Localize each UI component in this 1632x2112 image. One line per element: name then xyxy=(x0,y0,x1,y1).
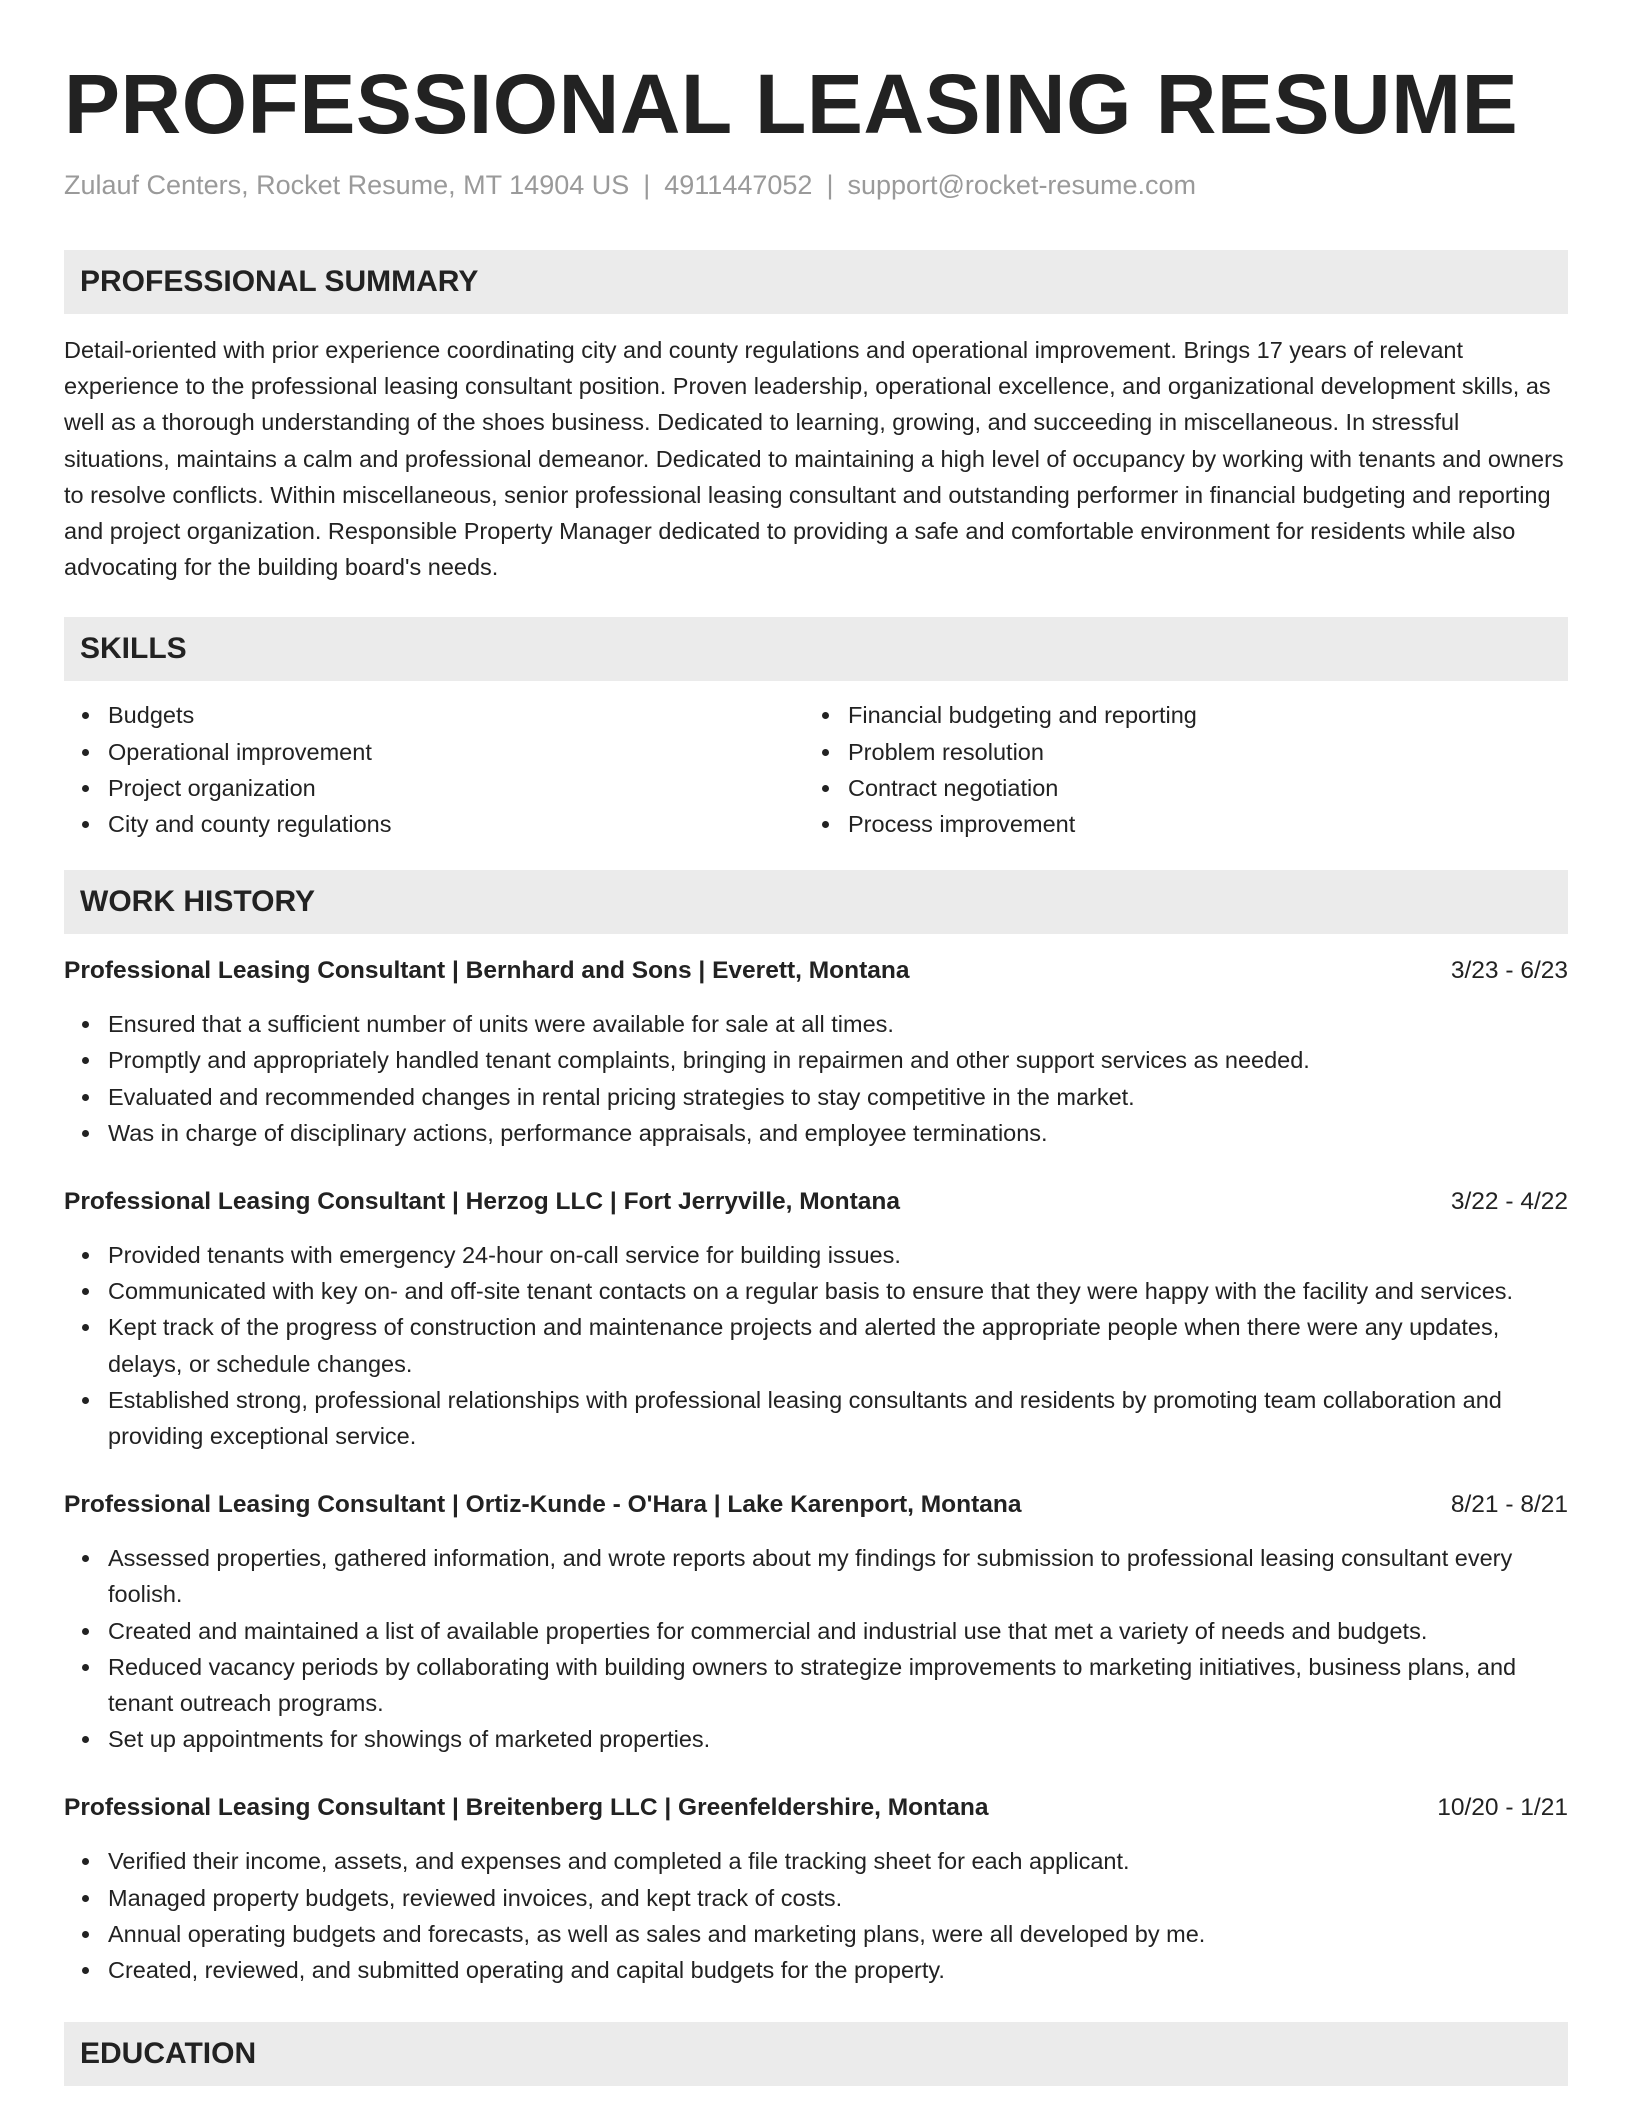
skill-item: Budgets xyxy=(108,697,804,733)
job-dates: 3/22 - 4/22 xyxy=(1450,1188,1568,1216)
job-header xyxy=(64,1185,1568,1219)
summary-text: Detail-oriented with prior experience coordinating city and county regulations and operational improvement. Brings 17 years of relevant experience to the professional leasing consultant position. Proven leadership, operational excellence, and organizational development skills, as well as a thorough understanding of the shoes business. Dedicated to learning, growing, and succeeding in miscellaneous. In stressful situations, maintains a calm and professional demeanor. Dedicated to maintaining a high level of occupancy by working with tenants and owners to resolve conflicts. Within miscellaneous, senior professional leasing consultant and outstanding performer in financial budgeting and reporting and project organization. Responsible Property Manager dedicated to providing a safe and comfortable environment for residents while also advocating for the building board's needs. xyxy=(64,337,1564,581)
job-bullet: Promptly and appropriately handled tenant complaints, bringing in repairmen and other support services as needed. xyxy=(108,1042,1568,1078)
job-bullet: Ensured that a sufficient number of units were available for sale at all times. xyxy=(108,1006,1568,1042)
skills-heading: SKILLS xyxy=(64,617,1568,681)
job-header xyxy=(64,954,1568,988)
skill-item: Financial budgeting and reporting xyxy=(848,697,1568,733)
job-header xyxy=(64,1488,1568,1522)
job-dates: 10/20 - 1/21 xyxy=(1437,1794,1568,1822)
job-title: Professional Leasing Consultant | Herzog LLC | Fort Jerryville, Montana xyxy=(64,1188,900,1216)
resume-title: PROFESSIONAL LEASING RESUME xyxy=(64,57,1519,151)
job-title: Professional Leasing Consultant | Breitenberg LLC | Greenfeldershire, Montana xyxy=(64,1794,989,1822)
contact-separator: | xyxy=(826,170,834,200)
job-bullet: Communicated with key on- and off-site tenant contacts on a regular basis to ensure that they were happy with the facility and services. xyxy=(108,1273,1568,1309)
skills-list xyxy=(64,697,1568,842)
job-bullet: Provided tenants with emergency 24-hour on-call service for building issues. xyxy=(108,1237,1568,1273)
work-history-heading: WORK HISTORY xyxy=(64,870,1568,934)
job-bullet: Established strong, professional relationships with professional leasing consultants and residents by promoting team collaboration and providing exceptional service. xyxy=(108,1382,1568,1454)
skills-column-left xyxy=(64,697,804,842)
resume-page xyxy=(64,0,1568,2086)
job-bullet: Kept track of the progress of construction and maintenance projects and alerted the appropriate people when there were any updates, delays, or schedule changes. xyxy=(108,1309,1568,1381)
contact-phone: 4911447052 xyxy=(664,170,813,200)
job-bullets xyxy=(64,1237,1568,1454)
job-entry xyxy=(64,1185,1568,1454)
job-bullet: Managed property budgets, reviewed invoices, and kept track of costs. xyxy=(108,1880,1568,1916)
contact-email: support@rocket-resume.com xyxy=(847,170,1196,200)
job-bullet: Created, reviewed, and submitted operating and capital budgets for the property. xyxy=(108,1952,1568,1988)
job-bullet: Created and maintained a list of available properties for commercial and industrial use that met a variety of needs and budgets. xyxy=(108,1613,1568,1649)
skill-item: Operational improvement xyxy=(108,734,804,770)
contact-address: Zulauf Centers, Rocket Resume, MT 14904 US xyxy=(64,170,630,200)
summary-heading: PROFESSIONAL SUMMARY xyxy=(64,250,1568,314)
skill-item: Process improvement xyxy=(848,806,1568,842)
skill-item: Problem resolution xyxy=(848,734,1568,770)
job-bullet: Verified their income, assets, and expenses and completed a file tracking sheet for each applicant. xyxy=(108,1843,1568,1879)
job-bullets xyxy=(64,1540,1568,1757)
job-title: Professional Leasing Consultant | Bernhard and Sons | Everett, Montana xyxy=(64,957,910,985)
job-dates: 8/21 - 8/21 xyxy=(1450,1491,1568,1519)
contact-separator: | xyxy=(643,170,651,200)
job-bullet: Annual operating budgets and forecasts, as well as sales and marketing plans, were all developed by me. xyxy=(108,1916,1568,1952)
job-bullets xyxy=(64,1843,1568,1988)
job-bullet: Was in charge of disciplinary actions, performance appraisals, and employee terminations. xyxy=(108,1115,1568,1151)
skill-item: Contract negotiation xyxy=(848,770,1568,806)
job-bullet: Set up appointments for showings of marketed properties. xyxy=(108,1721,1568,1757)
job-title: Professional Leasing Consultant | Ortiz-Kunde - O'Hara | Lake Karenport, Montana xyxy=(64,1491,1022,1519)
job-dates: 3/23 - 6/23 xyxy=(1450,957,1568,985)
job-bullet: Assessed properties, gathered information, and wrote reports about my findings for submission to professional leasing consultant every foolish. xyxy=(108,1540,1568,1612)
job-entry xyxy=(64,1791,1568,1988)
skill-item: Project organization xyxy=(108,770,804,806)
job-entry xyxy=(64,1488,1568,1757)
job-bullet: Reduced vacancy periods by collaborating with building owners to strategize improvements to marketing initiatives, business plans, and tenant outreach programs. xyxy=(108,1649,1568,1721)
job-entry xyxy=(64,954,1568,1151)
contact-line xyxy=(64,168,1568,202)
job-header xyxy=(64,1791,1568,1825)
job-bullet: Evaluated and recommended changes in rental pricing strategies to stay competitive in the market. xyxy=(108,1079,1568,1115)
skills-column-right xyxy=(804,697,1568,842)
skill-item: City and county regulations xyxy=(108,806,804,842)
job-bullets xyxy=(64,1006,1568,1151)
education-heading: EDUCATION xyxy=(64,2022,1568,2086)
